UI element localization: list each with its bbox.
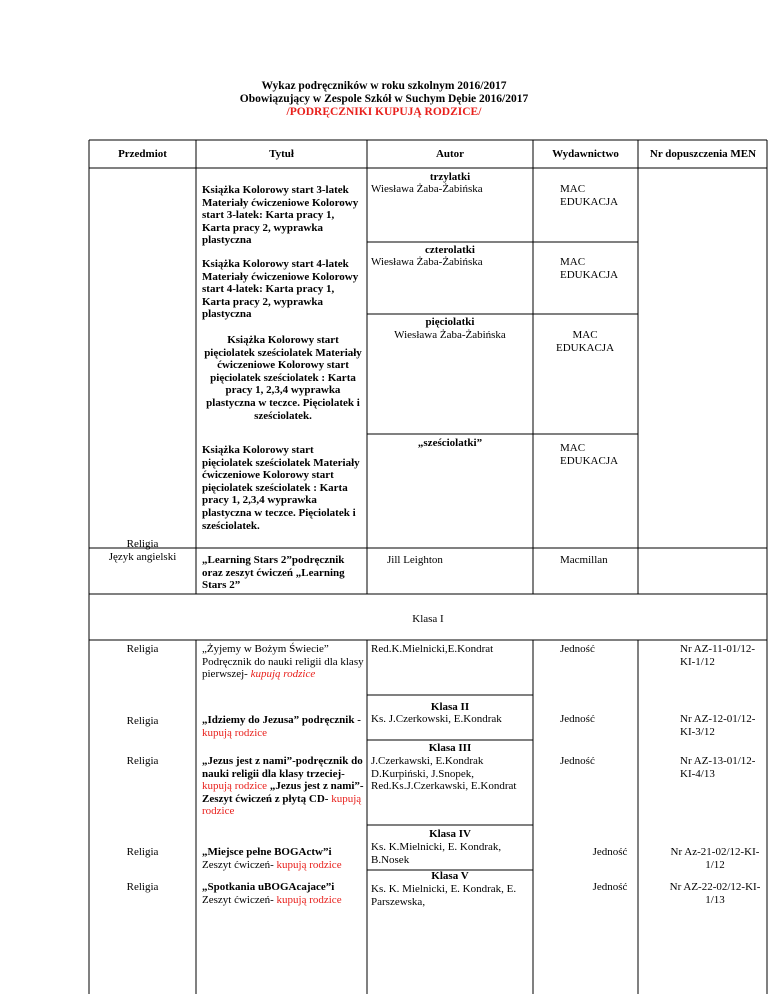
author-class-5: Ks. K. Mielnicki, E. Kondrak, E. Parszewska, (371, 883, 517, 908)
group-label-pieciolatki: pięciolatki (425, 316, 475, 328)
author-class-4: Ks. K.Mielnicki, E. Kondrak, B.Nosek (371, 841, 502, 866)
class-label-5: Klasa V (431, 870, 469, 882)
publisher-class-3: Jedność (560, 755, 595, 767)
header-line-1: Wykaz podręczników w roku szkolnym 2016/2017 (261, 80, 507, 92)
title-czterolatki: Książka Kolorowy start 4-latek Materiały ćwiczeniowe Kolorowy start 4-latek: Karta pracy 1, Karta pracy 2, wyprawka plastyczna (202, 258, 359, 321)
subject-class-5: Religia (126, 881, 159, 893)
author-class-2: Ks. J.Czerkowski, E.Kondrak (371, 713, 502, 725)
subject-class-3: Religia (126, 755, 159, 767)
class-label-3: Klasa III (428, 742, 472, 754)
header-line-3: /PODRĘCZNIKI KUPUJĄ RODZICE/ (286, 106, 482, 118)
group-label-szesciolatki: „sześciolatki” (417, 437, 483, 449)
publisher-trzylatki: MAC EDUKACJA (560, 183, 619, 208)
publisher-class-4: Jedność (592, 846, 628, 858)
publisher-class-1: Jedność (560, 643, 595, 655)
col-header-autor: Autor (435, 148, 465, 160)
publisher-class-2: Jedność (560, 713, 595, 725)
author-trzylatki: Wiesława Żaba-Żabińska (371, 183, 483, 195)
col-header-tytul: Tytuł (269, 148, 294, 160)
title-trzylatki: Książka Kolorowy start 3-latek Materiały ćwiczeniowe Kolorowy start 3-latek: Karta pracy 1, Karta pracy 2, wyprawka plastyczna (202, 184, 359, 247)
publisher-class-5: Jedność (592, 881, 628, 893)
title-class-2: „Idziemy do Jezusa” podręcznik - kupują rodzice (202, 714, 361, 739)
title-class-5: „Spotkania uBOGAcajace”i Zeszyt ćwiczeń- kupują rodzice (202, 881, 342, 906)
author-czterolatki: Wiesława Żaba-Żabińska (371, 256, 483, 268)
group-label-trzylatki: trzylatki (429, 171, 471, 183)
title-szesciolatki: Książka Kolorowy start pięciolatek sześciolatek Materiały ćwiczeniowe Kolorowy start pięciolatek sześciolatek : Karta pracy 1, 2,3,4 wyprawka plastyczna w teczce. Pięciolatek i sześciolatek. (202, 444, 360, 532)
nr-class-5: Nr AZ-22-02/12-KI-1/13 (669, 881, 761, 906)
subject-class-1: Religia (126, 643, 159, 655)
nr-class-2: Nr AZ-12-01/12-KI-3/12 (680, 713, 756, 738)
nr-class-1: Nr AZ-11-01/12-KI-1/12 (680, 643, 756, 668)
publisher-szesciolatki: MAC EDUKACJA (560, 442, 619, 467)
author-class-3: J.Czerkawski, E.Kondrak D.Kurpiński, J.Snopek, Red.Ks.J.Czerkawski, E.Kondrat (371, 755, 517, 793)
subject-class-2: Religia (126, 715, 159, 727)
title-pieciolatki: Książka Kolorowy start pięciolatek sześciolatek Materiały ćwiczeniowe Kolorowy start pięciolatek sześciolatek : Karta pracy 1, 2,3,4 wyprawka plastyczna w teczce. Pięciolatek i sześciolatek. (204, 334, 362, 422)
publisher-english: Macmillan (560, 554, 608, 566)
class-label-1: Klasa I (412, 613, 444, 625)
title-class-1: „Żyjemy w Bożym Świecie” Podręcznik do nauki religii dla klasy pierwszej- kupują rodzice (202, 643, 364, 681)
subject-english: Język angielski (108, 551, 177, 563)
publisher-czterolatki: MAC EDUKACJA (560, 256, 619, 281)
subject-class-4: Religia (126, 846, 159, 858)
header-line-2: Obowiązujący w Zespole Szkół w Suchym Dębie 2016/2017 (239, 93, 529, 105)
title-class-3: „Jezus jest z nami”-podręcznik do nauki religii dla klasy trzeciej- kupują rodzice „Jezus jest z nami”-Zeszyt ćwiczeń z płytą CD- kupują rodzice (202, 755, 364, 818)
author-pieciolatki: Wiesława Żaba-Żabińska (394, 329, 506, 341)
title-english: „Learning Stars 2”podręcznik oraz zeszyt ćwiczeń „Learning Stars 2” (202, 554, 345, 592)
col-header-przedmiot: Przedmiot (118, 148, 167, 160)
class-label-2: Klasa II (430, 701, 470, 713)
publisher-pieciolatki: MAC EDUKACJA (555, 329, 615, 354)
author-class-1: Red.K.Mielnicki,E.Kondrat (371, 643, 494, 655)
class-label-4: Klasa IV (429, 828, 471, 840)
nr-class-3: Nr AZ-13-01/12-KI-4/13 (680, 755, 756, 780)
title-class-4: „Miejsce pełne BOGActw”i Zeszyt ćwiczeń- kupują rodzice (202, 846, 342, 871)
subject-religia-preschool: Religia (126, 538, 159, 550)
col-header-nr: Nr dopuszczenia MEN (649, 148, 757, 160)
nr-class-4: Nr Az-21-02/12-KI-1/12 (670, 846, 760, 871)
col-header-wydawnictwo: Wydawnictwo (552, 148, 619, 160)
group-label-czterolatki: czterolatki (425, 244, 475, 256)
author-english: Jill Leighton (387, 554, 443, 566)
